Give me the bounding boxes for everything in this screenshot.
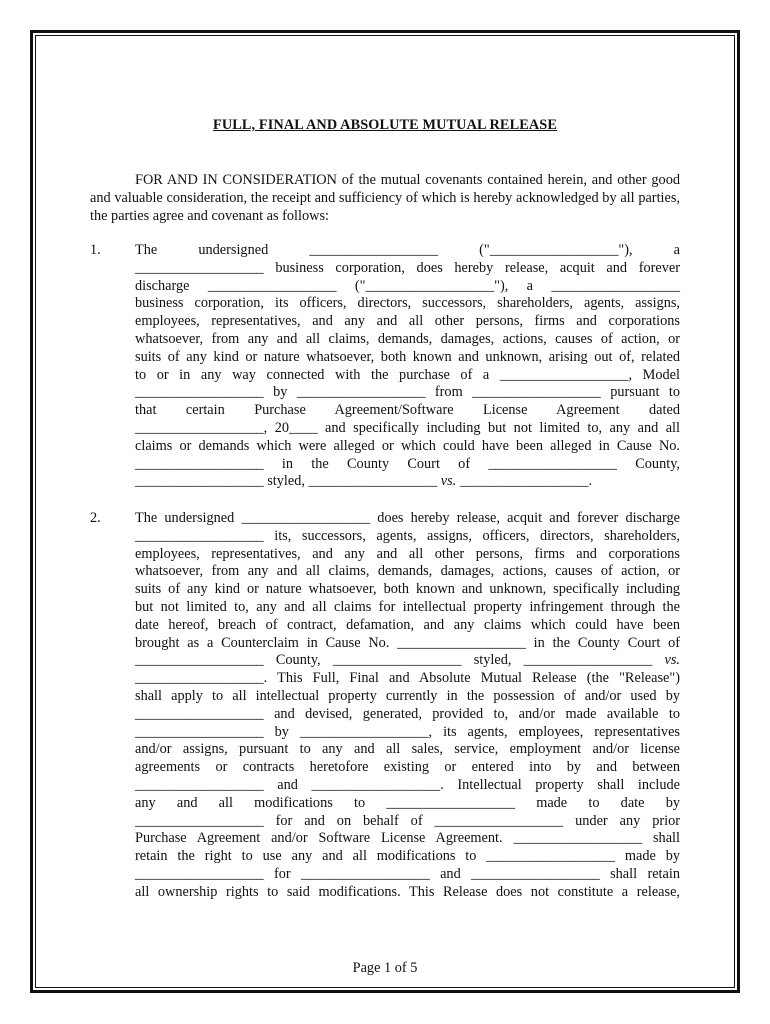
section-2-line: all ownership rights to said modifications. This Release does not constitute a release, bbox=[135, 883, 680, 900]
section-1-line: to or in any way connected with the purchase of a __________________, Model bbox=[135, 366, 680, 383]
section-2-line: __________________ its, successors, agents, assigns, officers, directors, shareholders, bbox=[135, 527, 680, 544]
section-2-line: Purchase Agreement and/or Software License Agreement. __________________ shall bbox=[135, 830, 680, 847]
section-2-number: 2. bbox=[90, 510, 101, 526]
section-2-line: employees, representatives, and any and all other persons, firms and corporations bbox=[135, 545, 680, 562]
section-2-line: date hereof, breach of contract, defamation, and any claims which could have been bbox=[135, 616, 680, 633]
section-2-line: brought as a Counterclaim in Cause No. __________________ in the County Court of bbox=[135, 634, 680, 651]
section-1-body bbox=[135, 242, 680, 491]
section-1-line: that certain Purchase Agreement/Software License Agreement dated bbox=[135, 402, 680, 419]
section-2-line: suits of any kind or nature whatsoever, both known and unknown, specifically including bbox=[135, 581, 680, 598]
section-2-line: __________________ for and on behalf of __________________ under any prior bbox=[135, 812, 680, 829]
section-2-body bbox=[135, 510, 680, 902]
section-2-line: __________________ County, __________________ styled, __________________ vs. bbox=[135, 652, 680, 669]
section-2-line: __________________ and devised, generated, provided to, and/or made available to bbox=[135, 705, 680, 722]
section-1-line: discharge __________________ ("__________________"), a __________________ bbox=[135, 277, 680, 294]
section-1-line: employees, representatives, and any and all other persons, firms and corporations bbox=[135, 313, 680, 330]
section-1-line: suits of any kind or nature whatsoever, both known and unknown, arising out of, related bbox=[135, 348, 680, 365]
section-2-line: agreements or contracts heretofore existing or entered into by and between bbox=[135, 759, 680, 776]
section-2-line: __________________. This Full, Final and Absolute Mutual Release (the "Release") bbox=[135, 670, 680, 687]
section-1-line: __________________ business corporation, does hereby release, acquit and forever bbox=[135, 259, 680, 276]
page-number-footer: Page 1 of 5 bbox=[352, 960, 418, 976]
document-title: FULL, FINAL AND ABSOLUTE MUTUAL RELEASE bbox=[213, 117, 557, 133]
section-2-line: and/or assigns, pursuant to any and all sales, service, employment and/or license bbox=[135, 741, 680, 758]
section-1-line: __________________ in the County Court of __________________ County, bbox=[135, 455, 680, 472]
section-1-line: whatsoever, from any and all claims, demands, damages, actions, causes of action, or bbox=[135, 330, 680, 347]
section-1-line: __________________, 20____ and specifically including but not limited to, any and all bbox=[135, 419, 680, 436]
section-1-line: claims or demands which were alleged or which could have been alleged in Cause No. bbox=[135, 437, 680, 454]
section-2-line: shall apply to all intellectual property currently in the possession of and/or used by bbox=[135, 687, 680, 704]
section-1-line: __________________ styled, __________________ vs. __________________. bbox=[135, 473, 593, 490]
section-2-line: any and all modifications to __________________ made to date by bbox=[135, 794, 680, 811]
section-2-line: __________________ for __________________ and __________________ shall retain bbox=[135, 865, 680, 882]
section-1-line: The undersigned __________________ ("__________________"), a bbox=[135, 242, 680, 258]
section-1-number: 1. bbox=[90, 242, 101, 258]
section-2-line: __________________ by __________________, its agents, employees, representatives bbox=[135, 723, 680, 740]
section-1-line: business corporation, its officers, directors, successors, shareholders, agents, assigns, bbox=[135, 295, 680, 312]
section-2-line: but not limited to, any and all claims for intellectual property infringement through the bbox=[135, 598, 680, 615]
section-2-line: retain the right to use any and all modifications to __________________ made by bbox=[135, 848, 680, 865]
intro-paragraph: FOR AND IN CONSIDERATION of the mutual covenants contained herein, and other good and valuable consideration, the receipt and sufficiency of which is hereby acknowledged by all parties, the parties agree and covenant as follows: bbox=[90, 172, 680, 225]
section-2-line: whatsoever, from any and all claims, demands, damages, actions, causes of action, or bbox=[135, 563, 680, 580]
section-2-line: __________________ and __________________. Intellectual property shall include bbox=[135, 776, 680, 793]
section-1-line: __________________ by __________________ from __________________ pursuant to bbox=[135, 384, 680, 401]
section-2-line: The undersigned __________________ does hereby release, acquit and forever discharge bbox=[135, 510, 680, 526]
